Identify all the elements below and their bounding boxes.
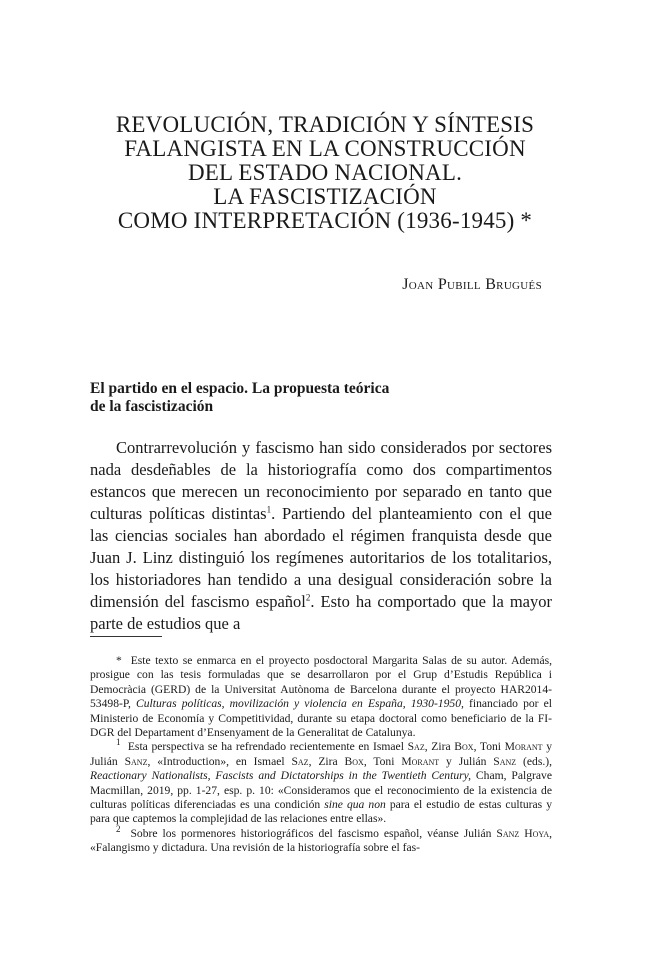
footnote-italic: Culturas políticas, movilización y violencia en España, 1930-1950, — [136, 697, 464, 711]
section-heading — [90, 380, 490, 416]
footnote-text: Este texto se enmarca en el proyecto posdoctoral Margarita Salas de su autor. Además, prosigue con las tesis formuladas que se desarrollaron por el Grup d’Estudis República i Democràcia (GERD) de la Universitat Autònoma de Barcelona durante el proyecto HAR2014-53498-P, — [90, 654, 552, 711]
body-text-segment: . Partiendo del planteamiento con el que las ciencias sociales han abordado el régimen franquista desde que Juan J. Linz distinguió los regímenes autoritarios de los totalitarios, los historiadores han tendido a una desigual consideración sobre la dimensión del fascismo español — [90, 504, 552, 611]
footnotes — [90, 654, 552, 856]
footnote-marker: 2 — [116, 824, 121, 835]
footnote-ref-2[interactable]: 2 — [305, 592, 311, 603]
footnote-author: Sanz — [493, 754, 517, 768]
footnote-text: (eds.), — [516, 754, 552, 768]
footnote-text: Esta perspectiva se ha refrendado recientemente en Ismael — [127, 740, 408, 754]
footnote-text: , Toni — [363, 754, 402, 768]
author-first-name: Joan — [402, 276, 434, 293]
footnote-text: Sobre los pormenores historiográficos del fascismo español, véanse Julián — [130, 826, 497, 840]
footnote-author: Saz — [291, 754, 309, 768]
body-text-segment: Contrarrevolución y fascismo han sido considerados por sectores nada desdeñables de la historiografía como dos compartimentos estancos que merecen un reconocimiento por separado en tanto que culturas políticas distintas — [90, 438, 552, 523]
footnote-text: , Zira — [308, 754, 345, 768]
footnote-text: , «Introduction», en Ismael — [147, 754, 292, 768]
footnote-italic: Reactionary Nationalists, Fascists and Dictatorships in the Twentieth Century, — [90, 769, 472, 783]
footnote-star — [90, 654, 552, 740]
title-line: LA FASCISTIZACIÓN — [213, 184, 437, 209]
footnote-text: , Zira — [424, 740, 455, 754]
author-last-name: Pubill Brugués — [437, 276, 542, 293]
title-line: COMO INTERPRETACIÓN (1936-1945) * — [117, 208, 533, 233]
footnote-marker: * — [116, 654, 122, 667]
title-line: FALANGISTA EN LA CONSTRUCCIÓN — [124, 136, 526, 161]
footnote-text: , «Falangismo y dictadura. Una revisión de la historiografía sobre el fas- — [90, 826, 553, 855]
footnote-author: Sanz — [124, 754, 148, 768]
footnote-italic: sine qua non — [324, 798, 386, 812]
footnote-text: para el estudio de estas culturas y para que captemos la complejidad de las relaciones entre ellas». — [90, 798, 552, 826]
body-paragraph — [90, 437, 552, 635]
footnote-divider — [90, 636, 162, 637]
body-text-segment: . Esto ha comportado que la mayor parte de estudios que a — [90, 592, 552, 633]
footnote-text: financiado por el Ministerio de Economía y Competitividad, durante su etapa doctoral como beneficiario de la FI-DGR del Departament d’Ensenyament de la Generalitat de Catalunya. — [90, 697, 552, 740]
title-line: DEL ESTADO NACIONAL. — [187, 160, 463, 185]
footnote-text: Cham, Palgrave Macmillan, 2019, pp. 1-27, esp. p. 10: «Consideramos que el reconocimiento de la existencia de culturas políticas diferenciadas es una condición — [90, 769, 552, 812]
author-name — [402, 276, 542, 294]
footnote-marker: 1 — [116, 737, 121, 748]
article-title — [90, 113, 560, 233]
footnote-author: Saz — [407, 740, 425, 754]
footnote-author: Sanz Hoya — [496, 826, 550, 840]
footnote-author: Morant — [504, 740, 543, 754]
title-line: REVOLUCIÓN, TRADICIÓN Y SÍNTESIS — [115, 112, 535, 137]
footnote-author: Box — [344, 754, 364, 768]
footnote-text: , Toni — [473, 740, 505, 754]
footnote-text: y Julián — [439, 754, 494, 768]
section-heading-line: de la fascistización — [90, 398, 214, 415]
footnote-author: Box — [454, 740, 474, 754]
footnote-text: y Julián — [90, 740, 553, 768]
footnote-2 — [90, 824, 553, 856]
footnote-author: Morant — [401, 754, 440, 768]
footnote-ref-1[interactable]: 1 — [266, 504, 272, 515]
section-heading-line: El partido en el espacio. La propuesta teórica — [90, 380, 390, 397]
footnote-1 — [90, 737, 553, 826]
